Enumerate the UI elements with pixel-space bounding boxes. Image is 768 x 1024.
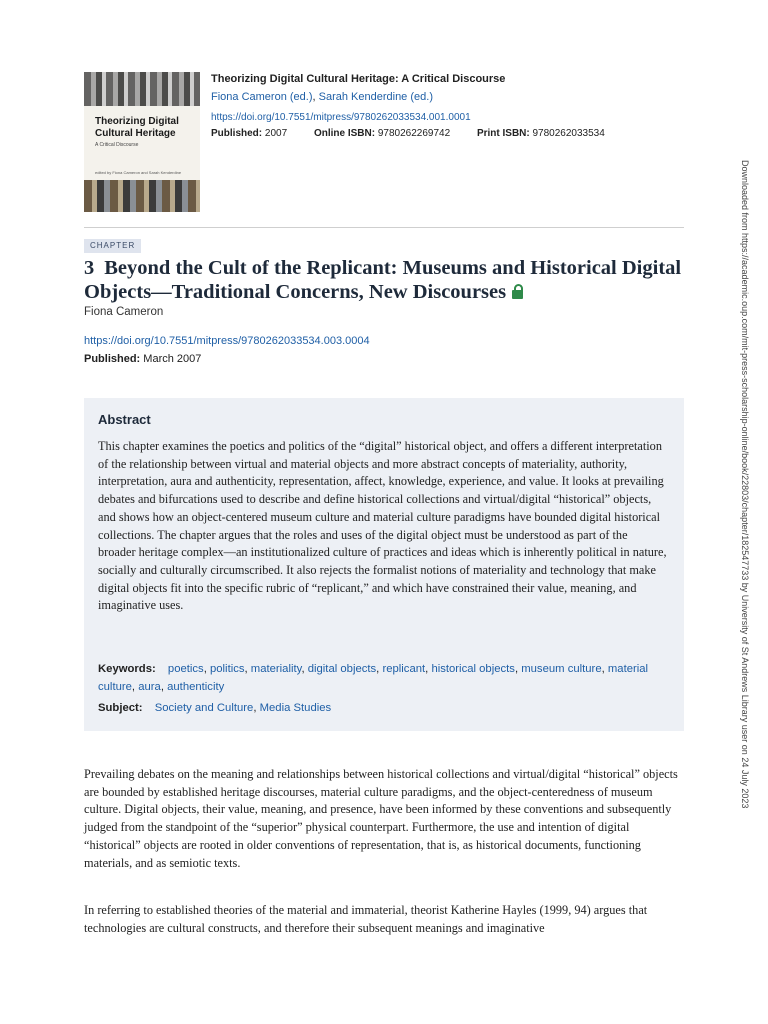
keyword-link[interactable]: politics [209, 663, 245, 675]
abstract-heading: Abstract [98, 412, 151, 427]
download-watermark [736, 160, 750, 862]
keyword-link[interactable]: authenticity [167, 681, 225, 693]
chapter-title-text: Beyond the Cult of the Replicant: Museums and Historical Digital Objects—Traditional Concerns, New Discourses [84, 257, 682, 303]
chapter-publication-info [84, 353, 201, 365]
book-title[interactable]: Theorizing Digital Cultural Heritage: A Critical Discourse [211, 73, 506, 85]
print-isbn-value: 9780262033534 [532, 128, 605, 139]
abstract-text: This chapter examines the poetics and politics of the “digital” historical object, and offers a different interpretation of the relationship between virtual and material objects and more abstract concepts of materiality, authority, interpretation, aura and authenticity, representation, affect, knowledge, experience, and value. It looks at prevailing debates and bifurcations used to describe and define historical collections and virtual/digital “historical” objects, and shows how an object-centered museum culture and material culture paradigms have bounded digital historical collections. The chapter argues that the roles and uses of the digital object must be understood as part of the broader heritage complex—an institutionalized culture of practices and ideas which is inherently political in nature, socially and culturally circumscribed. It also rejects the formalist notions of materiality and technology that make digital objects fit into the specific rubric of “replicant,” and which have constrained their value, meaning, and imaginative uses. [98, 439, 667, 613]
keyword-link[interactable]: aura [138, 681, 161, 693]
body-paragraph-2: In referring to established theories of the material and immaterial, theorist Katherine Hayles (1999, 94) argues that technologies are cultural constructs, and therefore their subsequent meanings and imaginative [84, 903, 648, 935]
keywords-row [98, 660, 668, 696]
chapter-tag: CHAPTER [84, 239, 141, 253]
keyword-link[interactable]: materiality [250, 663, 302, 675]
subject-label: Subject: [98, 702, 143, 714]
book-editors [211, 91, 681, 103]
cover-title: Theorizing Digital Cultural Heritage [95, 116, 179, 139]
editor-separator: , [312, 91, 319, 103]
subject-link[interactable]: Society and Culture [154, 702, 254, 714]
chapter-author[interactable]: Fiona Cameron [84, 306, 164, 318]
chapter-published-label: Published: [84, 353, 141, 365]
book-published-value: 2007 [264, 128, 288, 139]
subject-row: Subject: Society and Culture, Media Studies [98, 702, 332, 714]
cover-image-top [84, 72, 200, 106]
book-publication-info [211, 128, 681, 139]
download-watermark-text: Downloaded from https://academic.oup.com/mit-press-scholarship-online/book/22803/chapter/182547733 by University of St Andrews Library user on 24 July 2023 [740, 160, 750, 809]
book-cover[interactable] [84, 72, 200, 212]
chapter-number: 3 [84, 257, 95, 279]
abstract-section [84, 398, 684, 731]
chapter-published-value: March 2007 [143, 353, 202, 365]
divider [84, 227, 684, 228]
body-paragraph-1: Prevailing debates on the meaning and relationships between historical collections and virtual/digital “historical” objects are bounded by established heritage discourses, material culture paradigms, and the object-centeredness of museum culture. Digital objects, their value, meaning, and presence, have been informed by these conventions and subsequently judged from the standpoint of the “superior” physical counterpart. Furthermore, the use and intention of digital “historical” objects are rooted in older conventions of representation, that is, as historical documents, functioning materials, and as semiotic texts. [84, 767, 678, 870]
keyword-link[interactable]: material culture [98, 663, 649, 693]
keyword-link[interactable]: poetics [167, 663, 204, 675]
book-published-label: Published: [211, 128, 263, 139]
cover-subtitle: A Critical Discourse [95, 142, 139, 148]
keyword-link[interactable]: museum culture [521, 663, 602, 675]
keyword-link[interactable]: digital objects [307, 663, 377, 675]
cover-image-bottom [84, 180, 200, 212]
book-metadata [211, 72, 681, 139]
subject-link[interactable]: Media Studies [259, 702, 332, 714]
print-isbn-label: Print ISBN: [476, 128, 530, 139]
chapter-doi-link[interactable]: https://doi.org/10.7551/mitpress/9780262033534.003.0004 [84, 335, 370, 347]
open-lock-icon [512, 290, 523, 299]
chapter-title [84, 256, 684, 304]
online-isbn-label: Online ISBN: [313, 128, 376, 139]
editor-link-cameron[interactable]: Fiona Cameron (ed.) [211, 91, 313, 103]
keywords-label: Keywords: [98, 663, 156, 675]
book-doi-link[interactable]: https://doi.org/10.7551/mitpress/9780262033534.001.0001 [211, 112, 471, 123]
keyword-link[interactable]: historical objects [431, 663, 515, 675]
cover-editors: edited by Fiona Cameron and Sarah Kenderdine [95, 170, 182, 175]
editor-link-kenderdine[interactable]: Sarah Kenderdine (ed.) [318, 91, 433, 103]
keyword-link[interactable]: replicant [382, 663, 426, 675]
online-isbn-value: 9780262269742 [377, 128, 451, 139]
keywords-list: poetics, politics, materiality, digital objects, replicant, historical objects, museum culture, material culture, aura, authenticity [98, 663, 649, 693]
